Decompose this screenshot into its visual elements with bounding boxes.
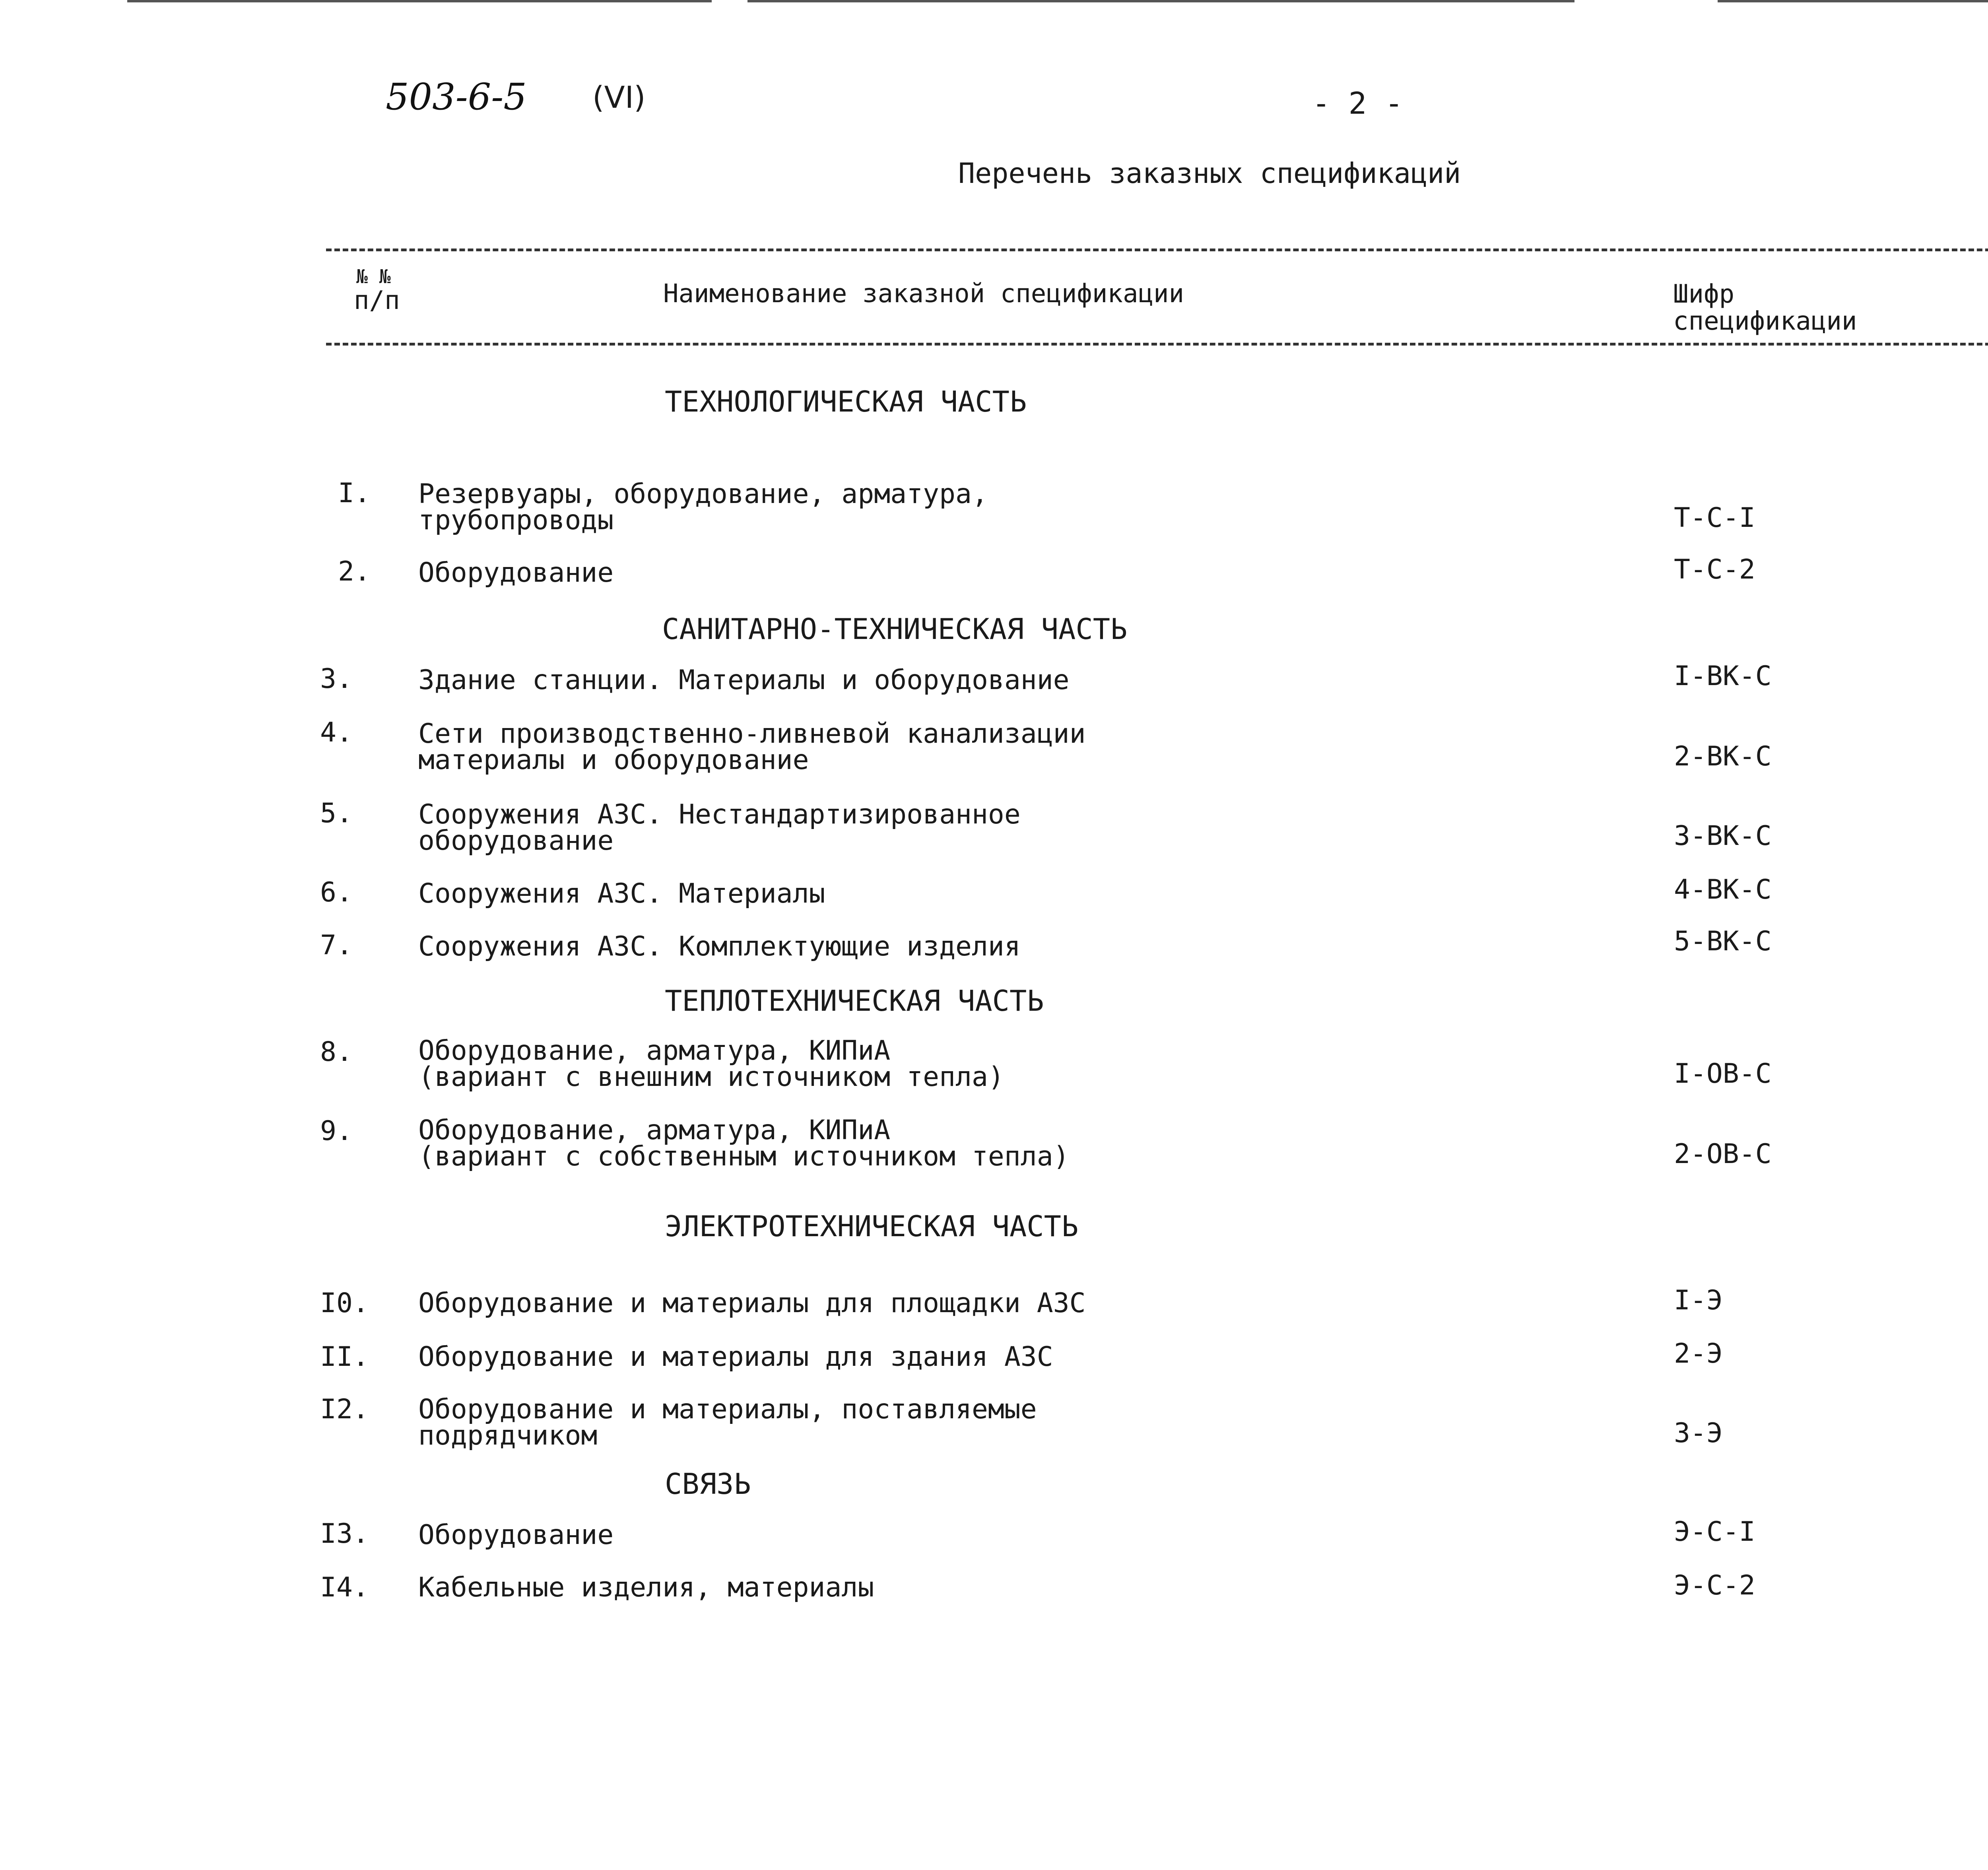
row-name: Сооружения АЗС. Нестандартизированное оборудование — [418, 799, 1021, 856]
section-heading-communication: СВЯЗЬ — [665, 1467, 751, 1501]
page-number: - 2 - — [1312, 85, 1403, 121]
row-name: Кабельные изделия, материалы — [418, 1572, 874, 1603]
row-code: Э-С-2 — [1674, 1570, 1755, 1601]
row-number: 9. — [320, 1115, 353, 1147]
column-header-code: Шифр спецификации — [1673, 280, 1857, 336]
row-number: II. — [320, 1341, 369, 1373]
row-name: Оборудование — [418, 557, 614, 588]
section-heading-technological: ТЕХНОЛОГИЧЕСКАЯ ЧАСТЬ — [665, 385, 1027, 418]
section-heading-sanitary: САНИТАРНО-ТЕХНИЧЕСКАЯ ЧАСТЬ — [662, 612, 1128, 646]
scan-edge-line — [1718, 0, 1988, 2]
row-code: 3-ВК-С — [1674, 820, 1772, 852]
row-code: 2-ВК-С — [1674, 741, 1772, 772]
scan-edge-line — [127, 0, 712, 2]
row-name: Оборудование и материалы для площадки АЗС — [418, 1287, 1086, 1319]
row-number: 8. — [320, 1036, 353, 1068]
row-number: 2. — [338, 556, 371, 587]
row-name: Оборудование и материалы, поставляемые подрядчиком — [418, 1394, 1037, 1451]
column-header-number: № № п/п — [354, 266, 400, 315]
row-name: Сооружения АЗС. Материалы — [418, 878, 825, 909]
row-number: I2. — [320, 1394, 369, 1425]
row-code: 5-ВК-С — [1674, 926, 1772, 957]
row-code: 4-ВК-С — [1674, 874, 1772, 905]
row-number: I. — [338, 478, 371, 509]
table-header-top-rule — [326, 249, 1988, 251]
row-name: Оборудование, арматура, КИПиА (вариант с внешним источником тепла) — [418, 1035, 1004, 1093]
row-code: I-ВК-С — [1674, 660, 1772, 692]
row-number: 4. — [320, 717, 353, 748]
scan-edge-line — [747, 0, 1574, 2]
row-number: I0. — [320, 1287, 369, 1319]
row-name: Резервуары, оборудование, арматура, трубопроводы — [418, 478, 988, 536]
row-code: 2-Э — [1674, 1338, 1723, 1369]
row-code: Т-С-I — [1674, 502, 1755, 534]
row-name: Сети производственно-ливневой канализации материалы и оборудование — [418, 718, 1086, 776]
document-code: 503-6-5 — [386, 76, 527, 118]
page-title: Перечень заказных спецификаций — [958, 157, 1461, 190]
volume-number: (VI) — [592, 80, 646, 115]
row-code: I-Э — [1674, 1285, 1723, 1316]
row-code: 3-Э — [1674, 1418, 1723, 1449]
row-code: 2-ОВ-С — [1674, 1138, 1772, 1170]
section-heading-electrical: ЭЛЕКТРОТЕХНИЧЕСКАЯ ЧАСТЬ — [665, 1210, 1079, 1243]
table-header-bottom-rule — [326, 343, 1988, 346]
row-code: I-ОВ-С — [1674, 1058, 1772, 1089]
row-name: Оборудование — [418, 1519, 614, 1551]
row-name: Оборудование и материалы для здания АЗС — [418, 1341, 1053, 1373]
row-name: Здание станции. Материалы и оборудование — [418, 664, 1070, 696]
row-number: I4. — [320, 1572, 369, 1603]
row-number: I3. — [320, 1518, 369, 1550]
row-name: Сооружения АЗС. Комплектующие изделия — [418, 931, 1021, 962]
section-heading-heating: ТЕПЛОТЕХНИЧЕСКАЯ ЧАСТЬ — [665, 984, 1044, 1018]
row-code: Т-С-2 — [1674, 554, 1755, 585]
row-number: 7. — [320, 930, 353, 961]
row-number: 6. — [320, 877, 353, 908]
column-header-name: Наименование заказной спецификации — [663, 279, 1184, 309]
row-code: Э-С-I — [1674, 1516, 1755, 1548]
row-name: Оборудование, арматура, КИПиА (вариант с собственным источником тепла) — [418, 1115, 1070, 1172]
row-number: 3. — [320, 663, 353, 695]
row-number: 5. — [320, 798, 353, 829]
